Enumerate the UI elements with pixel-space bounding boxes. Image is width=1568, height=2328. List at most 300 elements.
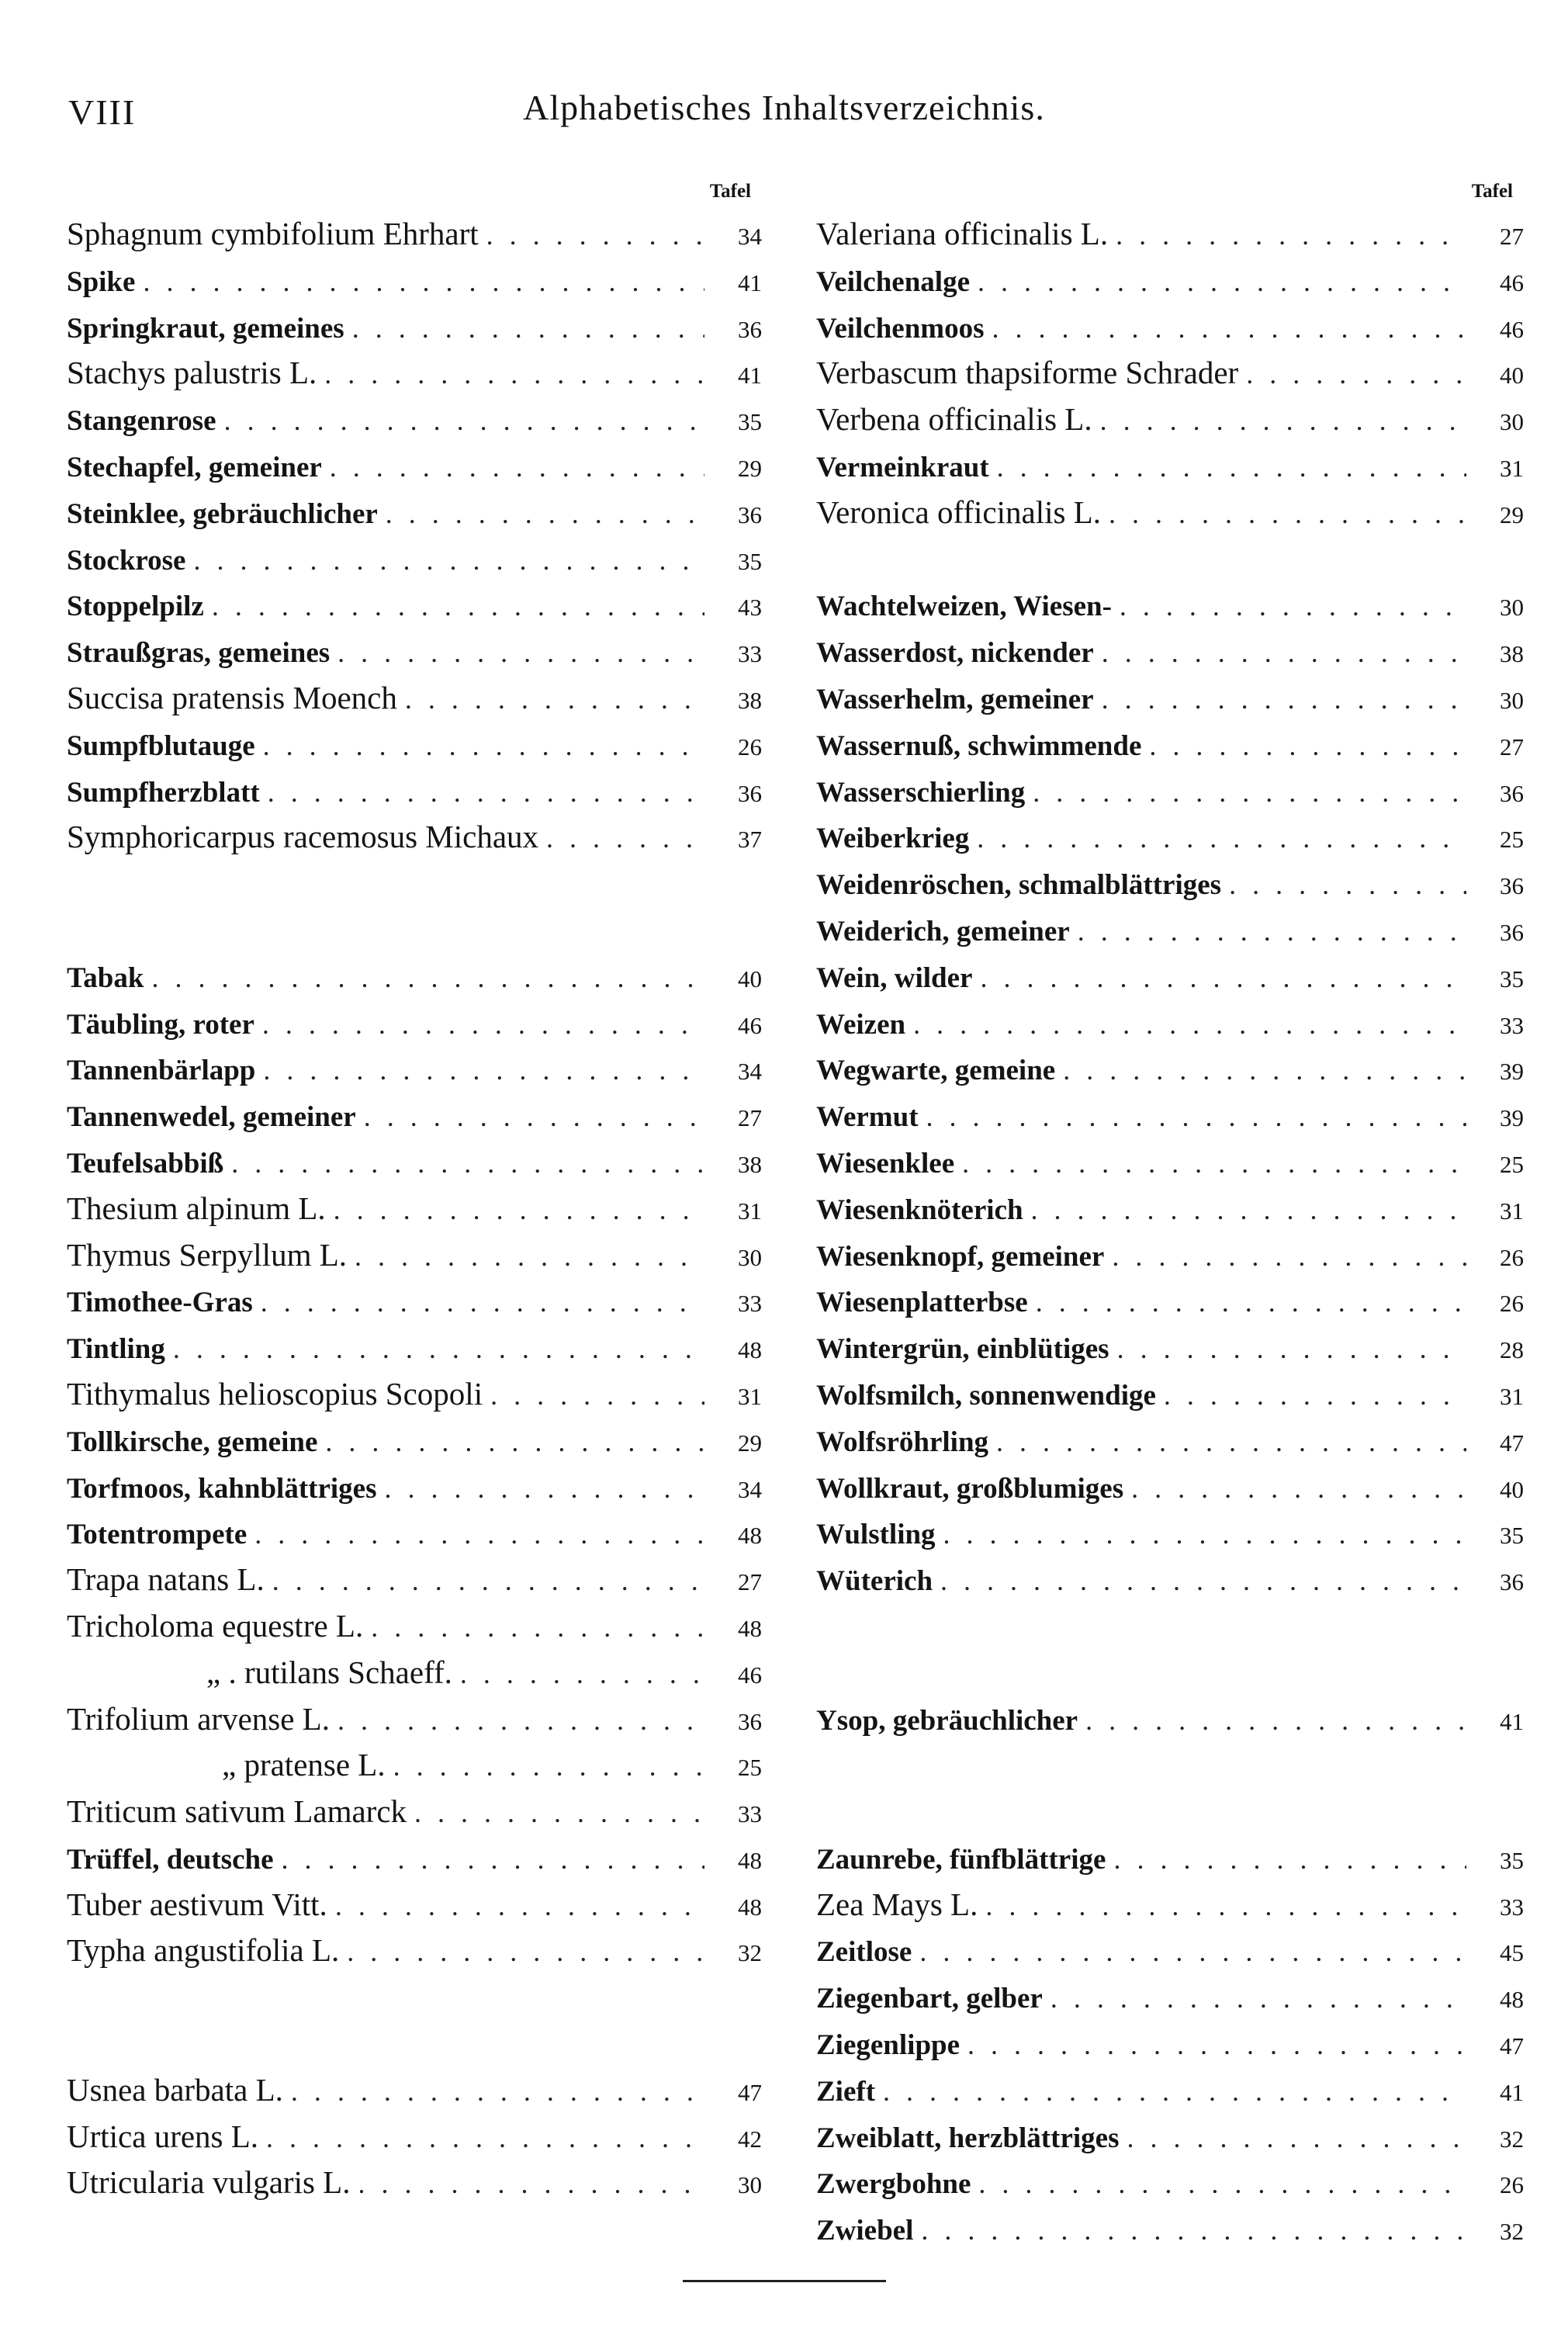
index-entry — [816, 1974, 1528, 2021]
index-entry — [67, 490, 767, 536]
dot-leader — [1229, 861, 1466, 907]
index-entry — [67, 304, 767, 351]
entry-plate-number: 25 — [1500, 826, 1524, 854]
dot-leader — [337, 1696, 704, 1743]
index-entry — [816, 1186, 1528, 1232]
index-entry — [816, 1093, 1528, 1139]
blank-line — [816, 536, 1528, 583]
dot-leader — [977, 814, 1466, 861]
entry-label: Typha angustifolia L. — [67, 1932, 340, 1969]
index-entry — [67, 675, 767, 722]
index-entry — [816, 397, 1528, 443]
dot-leader — [1100, 397, 1466, 443]
index-entry — [67, 1046, 767, 1093]
entry-plate-number: 47 — [1500, 1429, 1524, 1457]
index-entry — [816, 1557, 1528, 1603]
index-entry — [67, 1325, 767, 1371]
entry-label: Vermeinkraut — [816, 451, 989, 483]
entry-label: „ . rutilans Schaeff. — [206, 1654, 452, 1690]
entry-plate-number: 45 — [1500, 1939, 1524, 1967]
index-entry — [816, 2160, 1528, 2206]
entry-plate-number: 48 — [738, 1893, 762, 1921]
index-entry — [67, 1742, 767, 1789]
entry-plate-number: 46 — [738, 1011, 762, 1039]
entry-plate-number: 35 — [1500, 1846, 1524, 1874]
dot-leader — [967, 2021, 1466, 2067]
blank-line — [67, 861, 767, 907]
entry-plate-number: 30 — [1500, 594, 1524, 622]
entry-label: Totentrompete — [67, 1519, 247, 1551]
entry-label: Tricholoma equestre L. — [67, 1607, 364, 1644]
entry-label: Utricularia vulgaris L. — [67, 2164, 351, 2201]
index-entry — [816, 1000, 1528, 1047]
entry-plate-number: 34 — [738, 223, 762, 250]
running-title: Alphabetisches Inhaltsverzeichnis. — [523, 88, 1045, 127]
entry-plate-number: 31 — [1500, 1197, 1524, 1225]
index-entry — [816, 490, 1528, 536]
entry-plate-number: 32 — [1500, 2125, 1524, 2153]
dot-leader — [347, 1928, 704, 1974]
entry-label: Triticum sativum Lamarck — [67, 1793, 407, 1830]
entry-label: Sphagnum cymbifolium Ehrhart — [67, 216, 479, 251]
entry-label: Wolfsröhrling — [816, 1426, 989, 1458]
blank-line — [816, 1650, 1528, 1696]
entry-label: Stockrose — [67, 544, 186, 577]
dot-leader — [921, 2206, 1466, 2253]
dot-leader — [460, 1650, 704, 1696]
entry-label: Trüffel, deutsche — [67, 1843, 274, 1876]
entry-label: Tannenwedel, gemeiner — [67, 1101, 356, 1134]
entry-plate-number: 48 — [738, 1522, 762, 1550]
dot-leader — [386, 490, 704, 536]
index-entry — [816, 1882, 1528, 1928]
index-entry — [67, 954, 767, 1000]
dot-leader — [268, 768, 704, 815]
dot-leader — [490, 1371, 704, 1418]
entry-plate-number: 26 — [1500, 1243, 1524, 1271]
index-entry — [67, 1093, 767, 1139]
entry-plate-number: 29 — [1500, 501, 1524, 528]
entry-plate-number: 46 — [738, 1661, 762, 1689]
index-entry — [816, 1418, 1528, 1464]
entry-plate-number: 30 — [738, 2171, 762, 2199]
dot-leader — [266, 2114, 704, 2160]
dot-leader — [405, 675, 704, 722]
entry-plate-number: 36 — [1500, 1568, 1524, 1596]
dot-leader — [913, 1000, 1466, 1047]
entry-label: Wasserschierling — [816, 776, 1026, 809]
index-entry — [67, 582, 767, 629]
index-entry — [67, 1464, 767, 1511]
dot-leader — [1164, 1371, 1466, 1418]
dot-leader — [1102, 629, 1466, 675]
entry-plate-number: 26 — [1500, 1290, 1524, 1318]
entry-plate-number: 40 — [738, 965, 762, 993]
dot-leader — [1113, 1835, 1466, 1882]
dot-leader — [263, 722, 704, 768]
index-entry — [67, 1418, 767, 1464]
dot-leader — [1246, 350, 1466, 397]
index-entry — [67, 1603, 767, 1650]
index-entry — [67, 1696, 767, 1743]
entry-label: Tannenbärlapp — [67, 1055, 256, 1087]
dot-leader — [364, 1093, 704, 1139]
dot-leader — [334, 1186, 704, 1232]
entry-plate-number: 31 — [738, 1382, 762, 1410]
dot-leader — [1078, 907, 1466, 954]
index-entry — [67, 722, 767, 768]
entry-label: Wermut — [816, 1101, 919, 1134]
dot-leader — [262, 1000, 704, 1047]
index-entry — [816, 1696, 1528, 1743]
entry-label: Torfmoos, kahnblättriges — [67, 1472, 377, 1505]
index-entry — [67, 211, 767, 258]
dot-leader — [962, 1139, 1466, 1186]
entry-plate-number: 42 — [738, 2125, 762, 2153]
dot-leader — [546, 814, 704, 861]
entry-label: Veilchenmoos — [816, 312, 985, 345]
blank-line — [816, 1789, 1528, 1835]
index-entry — [67, 1510, 767, 1557]
index-entry — [67, 2114, 767, 2160]
entry-plate-number: 27 — [1500, 223, 1524, 250]
entry-plate-number: 27 — [738, 1104, 762, 1132]
entry-plate-number: 30 — [738, 1243, 762, 1271]
dot-leader — [1085, 1696, 1466, 1743]
footer-rule — [683, 2280, 886, 2282]
dot-leader — [978, 258, 1466, 304]
entry-plate-number: 36 — [1500, 872, 1524, 900]
dot-leader — [1109, 490, 1466, 536]
entry-label: Springkraut, gemeines — [67, 312, 344, 345]
entry-plate-number: 31 — [1500, 454, 1524, 482]
index-entry — [67, 2067, 767, 2114]
index-entry — [816, 1232, 1528, 1279]
entry-plate-number: 48 — [738, 1614, 762, 1642]
entry-label: Zwergbohne — [816, 2168, 971, 2201]
entry-label: Veilchenalge — [816, 265, 971, 298]
entry-label: Weizen — [816, 1008, 906, 1041]
index-entry — [816, 2021, 1528, 2067]
index-entry — [67, 1928, 767, 1974]
entry-plate-number: 27 — [1500, 733, 1524, 760]
entry-plate-number: 43 — [738, 594, 762, 622]
index-entry — [816, 814, 1528, 861]
entry-label: Zweiblatt, herzblättriges — [816, 2122, 1120, 2154]
entry-label: Thesium alpinum L. — [67, 1190, 326, 1226]
entry-plate-number: 47 — [1500, 2032, 1524, 2060]
entry-label: Wüterich — [816, 1565, 933, 1598]
dot-leader — [254, 1510, 704, 1557]
dot-leader — [1149, 722, 1466, 768]
entry-label: Teufelsabbiß — [67, 1147, 224, 1180]
dot-leader — [393, 1742, 704, 1789]
entry-label: Sumpfblutauge — [67, 729, 255, 762]
entry-label: Wachtelweizen, Wiesen- — [816, 591, 1112, 623]
entry-label: Sumpfherzblatt — [67, 776, 260, 809]
entry-label: Wiesenknöterich — [816, 1193, 1023, 1226]
entry-label: Stoppelpilz — [67, 591, 204, 623]
index-entry — [67, 768, 767, 815]
dot-leader — [919, 1928, 1466, 1974]
index-entry — [816, 2067, 1528, 2114]
index-entry — [816, 1464, 1528, 1511]
entry-plate-number: 40 — [1500, 362, 1524, 390]
index-entry — [67, 258, 767, 304]
entry-plate-number: 37 — [738, 826, 762, 854]
entry-label: Tintling — [67, 1333, 165, 1366]
entry-plate-number: 30 — [1500, 408, 1524, 436]
index-entry — [816, 1510, 1528, 1557]
dot-leader — [926, 1093, 1466, 1139]
index-entries-right — [816, 211, 1528, 2253]
entry-plate-number: 38 — [1500, 640, 1524, 668]
dot-leader — [1131, 1464, 1466, 1511]
dot-leader — [1031, 1186, 1466, 1232]
entry-plate-number: 39 — [1500, 1058, 1524, 1086]
entry-label: Weiberkrieg — [816, 823, 970, 855]
dot-leader — [231, 1139, 704, 1186]
entry-plate-number: 32 — [738, 1939, 762, 1967]
entry-plate-number: 36 — [738, 779, 762, 807]
dot-leader — [263, 1046, 704, 1093]
index-entry — [67, 443, 767, 490]
entry-label: Wiesenplatterbse — [816, 1287, 1028, 1319]
entry-label: Stechapfel, gemeiner — [67, 451, 322, 483]
index-entry — [67, 1557, 767, 1603]
dot-leader — [272, 1557, 704, 1603]
index-entry — [67, 2160, 767, 2206]
blank-line — [816, 1742, 1528, 1789]
index-entry — [816, 861, 1528, 907]
index-entry — [67, 814, 767, 861]
entry-plate-number: 47 — [738, 2078, 762, 2106]
dot-leader — [212, 582, 704, 629]
dot-leader — [978, 2160, 1466, 2206]
entry-plate-number: 27 — [738, 1568, 762, 1596]
dot-leader — [193, 536, 704, 583]
entry-label: Symphoricarpus racemosus Michaux — [67, 819, 539, 855]
entry-plate-number: 46 — [1500, 315, 1524, 343]
entry-label: Thymus Serpyllum L. — [67, 1236, 348, 1273]
entry-label: Veronica officinalis L. — [816, 494, 1101, 530]
index-column-left — [67, 172, 767, 2206]
entry-label: Steinklee, gebräuchlicher — [67, 497, 378, 530]
entry-label: Tithymalus helioscopius Scopoli — [67, 1375, 483, 1412]
dot-leader — [1102, 675, 1466, 722]
entry-plate-number: 25 — [1500, 1150, 1524, 1178]
entry-label: Trifolium arvense L. — [67, 1700, 330, 1737]
index-entry — [816, 1139, 1528, 1186]
entry-plate-number: 48 — [738, 1336, 762, 1364]
entry-plate-number: 35 — [738, 547, 762, 575]
entry-label: Täubling, roter — [67, 1008, 254, 1041]
dot-leader — [1116, 211, 1466, 258]
dot-leader — [943, 1510, 1466, 1557]
dot-leader — [1127, 2114, 1466, 2160]
dot-leader — [1117, 1325, 1466, 1371]
entry-plate-number: 35 — [1500, 965, 1524, 993]
entry-plate-number: 38 — [738, 1150, 762, 1178]
entry-label: Wassernuß, schwimmende — [816, 729, 1142, 762]
entry-label: Ysop, gebräuchlicher — [816, 1704, 1078, 1737]
dot-leader — [337, 629, 704, 675]
entry-plate-number: 41 — [738, 362, 762, 390]
entry-plate-number: 39 — [1500, 1104, 1524, 1132]
dot-leader — [980, 954, 1466, 1000]
entry-plate-number: 34 — [738, 1475, 762, 1503]
entry-plate-number: 25 — [738, 1754, 762, 1782]
index-entry — [816, 443, 1528, 490]
entry-label: Zea Mays L. — [816, 1886, 978, 1922]
entry-label: Zeitlose — [816, 1936, 912, 1969]
entry-label: Tabak — [67, 961, 144, 994]
index-entry — [67, 1371, 767, 1418]
entry-label: Stangenrose — [67, 405, 216, 438]
dot-leader — [385, 1464, 704, 1511]
entry-plate-number: 33 — [738, 1800, 762, 1828]
entry-plate-number: 33 — [1500, 1893, 1524, 1921]
entry-label: Zaunrebe, fünfblättrige — [816, 1843, 1106, 1876]
index-entry — [816, 1371, 1528, 1418]
entry-label: Wasserhelm, gemeiner — [816, 683, 1094, 715]
dot-leader — [1063, 1046, 1466, 1093]
entry-plate-number: 48 — [1500, 1986, 1524, 2014]
entry-plate-number: 34 — [738, 1058, 762, 1086]
index-entry — [67, 1835, 767, 1882]
column-heading-plate: Tafel — [1471, 181, 1513, 202]
index-entry — [816, 907, 1528, 954]
dot-leader — [325, 1418, 704, 1464]
entry-plate-number: 30 — [1500, 686, 1524, 714]
entry-label: Wegwarte, gemeine — [816, 1055, 1056, 1087]
entry-plate-number: 32 — [1500, 2218, 1524, 2246]
dot-leader — [1120, 582, 1466, 629]
entry-label: Trapa natans L. — [67, 1561, 265, 1598]
dot-leader — [996, 1418, 1466, 1464]
index-entry — [67, 1232, 767, 1279]
dot-leader — [224, 397, 704, 443]
entry-label: „ pratense L. — [222, 1747, 386, 1783]
index-entry — [816, 629, 1528, 675]
dot-leader — [486, 211, 704, 258]
entry-label: Spike — [67, 265, 136, 298]
entry-label: Zwiebel — [816, 2215, 914, 2247]
dot-leader — [261, 1278, 704, 1325]
entry-plate-number: 31 — [738, 1197, 762, 1225]
entry-label: Tuber aestivum Vitt. — [67, 1886, 327, 1922]
dot-leader — [151, 954, 704, 1000]
entry-plate-number: 41 — [1500, 1707, 1524, 1735]
index-entry — [816, 675, 1528, 722]
entry-label: Verbascum thapsiforme Schrader — [816, 355, 1239, 391]
entry-plate-number: 41 — [1500, 2078, 1524, 2106]
dot-leader — [1051, 1974, 1466, 2021]
entry-label: Wintergrün, einblütiges — [816, 1333, 1109, 1366]
dot-leader — [330, 443, 704, 490]
dot-leader — [414, 1789, 704, 1835]
column-heading-plate: Tafel — [709, 181, 751, 202]
index-entry — [816, 1928, 1528, 1974]
index-entry — [67, 1139, 767, 1186]
entry-label: Straußgras, gemeines — [67, 637, 331, 670]
index-entry — [67, 1882, 767, 1928]
index-entry — [816, 2206, 1528, 2253]
entry-plate-number: 35 — [1500, 1522, 1524, 1550]
dot-leader — [997, 443, 1466, 490]
index-entry — [816, 304, 1528, 351]
entry-label: Urtica urens L. — [67, 2118, 259, 2154]
entry-plate-number: 26 — [738, 733, 762, 760]
entry-label: Wiesenknopf, gemeiner — [816, 1240, 1105, 1273]
blank-line — [816, 1603, 1528, 1650]
entry-label: Tollkirsche, gemeine — [67, 1426, 318, 1458]
index-entry — [67, 1278, 767, 1325]
entry-plate-number: 26 — [1500, 2171, 1524, 2199]
index-entry — [816, 258, 1528, 304]
dot-leader — [335, 1882, 704, 1928]
index-entry — [816, 1835, 1528, 1882]
index-entry — [816, 350, 1528, 397]
entry-label: Weidenröschen, schmalblättriges — [816, 869, 1222, 902]
dot-leader — [940, 1557, 1466, 1603]
index-entry — [816, 1325, 1528, 1371]
index-entry — [67, 1186, 767, 1232]
entry-plate-number: 33 — [1500, 1011, 1524, 1039]
dot-leader — [883, 2067, 1466, 2114]
page-number: VIII — [68, 92, 137, 132]
entry-plate-number: 36 — [738, 501, 762, 528]
index-entry — [816, 1278, 1528, 1325]
entry-plate-number: 31 — [1500, 1382, 1524, 1410]
entry-plate-number: 33 — [738, 640, 762, 668]
index-entry — [67, 397, 767, 443]
index-entry — [67, 1000, 767, 1047]
index-entry — [816, 211, 1528, 258]
blank-line — [67, 2021, 767, 2067]
entry-plate-number: 46 — [1500, 268, 1524, 296]
dot-leader — [143, 258, 704, 304]
entry-label: Succisa pratensis Moench — [67, 679, 397, 715]
index-entry — [67, 629, 767, 675]
entry-label: Timothee-Gras — [67, 1287, 253, 1319]
dot-leader — [358, 2160, 704, 2206]
entry-plate-number: 38 — [738, 686, 762, 714]
dot-leader — [324, 350, 704, 397]
index-column-right — [816, 172, 1528, 2253]
entry-plate-number: 35 — [738, 408, 762, 436]
entry-label: Usnea barbata L. — [67, 2071, 283, 2108]
entry-label: Stachys palustris L. — [67, 355, 317, 391]
index-entry — [816, 954, 1528, 1000]
entry-plate-number: 36 — [1500, 918, 1524, 946]
entry-label: Wein, wilder — [816, 961, 973, 994]
index-entry — [67, 1789, 767, 1835]
entry-plate-number: 41 — [738, 268, 762, 296]
index-entries-left — [67, 211, 767, 2206]
entry-plate-number: 40 — [1500, 1475, 1524, 1503]
dot-leader — [1036, 1278, 1466, 1325]
blank-line — [67, 907, 767, 954]
dot-leader — [355, 1232, 704, 1279]
dot-leader — [985, 1882, 1466, 1928]
index-entry — [67, 350, 767, 397]
dot-leader — [291, 2067, 704, 2114]
index-entry — [816, 1046, 1528, 1093]
entry-label: Wulstling — [816, 1519, 936, 1551]
entry-label: Wiesenklee — [816, 1147, 955, 1180]
dot-leader — [352, 304, 704, 351]
